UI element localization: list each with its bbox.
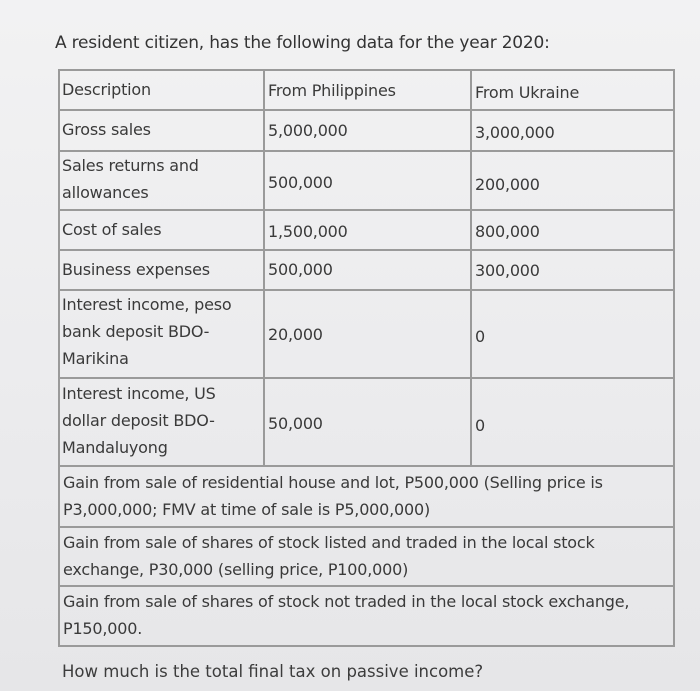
table-border-right bbox=[673, 69, 675, 646]
row-description: Cost of sales bbox=[62, 219, 162, 239]
data-table bbox=[58, 69, 675, 647]
row-philippines-value: 500,000 bbox=[268, 172, 333, 192]
row-philippines-value: 50,000 bbox=[268, 413, 323, 433]
row-philippines-value: 500,000 bbox=[268, 259, 333, 279]
table-border-left bbox=[58, 69, 60, 646]
row-ukraine-value: 800,000 bbox=[475, 221, 540, 241]
row-description: Sales returns and allowances bbox=[62, 156, 199, 202]
row-ukraine-value: 0 bbox=[475, 415, 485, 435]
table-rule bbox=[58, 585, 675, 587]
note-listed-shares: Gain from sale of shares of stock listed and traded in the local stock exchange, P30,000 (selling price, P100,000) bbox=[63, 533, 595, 579]
row-philippines-value: 1,500,000 bbox=[268, 221, 348, 241]
table-rule bbox=[58, 465, 675, 467]
row-description: Business expenses bbox=[62, 259, 210, 279]
row-ukraine-value: 0 bbox=[475, 326, 485, 346]
table-border-top bbox=[58, 69, 675, 71]
question-text: How much is the total final tax on passive income? bbox=[62, 662, 484, 681]
row-description: Interest income, US dollar deposit BDO-Mandaluyong bbox=[62, 384, 216, 457]
intro-text: A resident citizen, has the following data for the year 2020: bbox=[55, 33, 550, 53]
header-ukraine: From Ukraine bbox=[475, 82, 580, 102]
row-philippines-value: 5,000,000 bbox=[268, 120, 348, 140]
table-rule bbox=[58, 377, 675, 379]
note-unlisted-shares: Gain from sale of shares of stock not traded in the local stock exchange, P150,000. bbox=[63, 592, 630, 638]
row-description: Gross sales bbox=[62, 119, 151, 139]
header-description: Description bbox=[62, 79, 151, 99]
row-ukraine-value: 200,000 bbox=[475, 174, 540, 194]
table-rule bbox=[58, 526, 675, 528]
row-philippines-value: 20,000 bbox=[268, 324, 323, 344]
row-ukraine-value: 300,000 bbox=[475, 260, 540, 280]
row-ukraine-value: 3,000,000 bbox=[475, 122, 555, 142]
row-description: Interest income, peso bank deposit BDO-Marikina bbox=[62, 295, 232, 368]
note-residential-house: Gain from sale of residential house and lot, P500,000 (Selling price is P3,000,000; FMV at time of sale is P5,000,000) bbox=[63, 473, 603, 519]
header-philippines: From Philippines bbox=[268, 80, 396, 100]
column-divider bbox=[470, 69, 472, 465]
column-divider bbox=[263, 69, 265, 465]
table-border-bottom bbox=[58, 645, 675, 647]
